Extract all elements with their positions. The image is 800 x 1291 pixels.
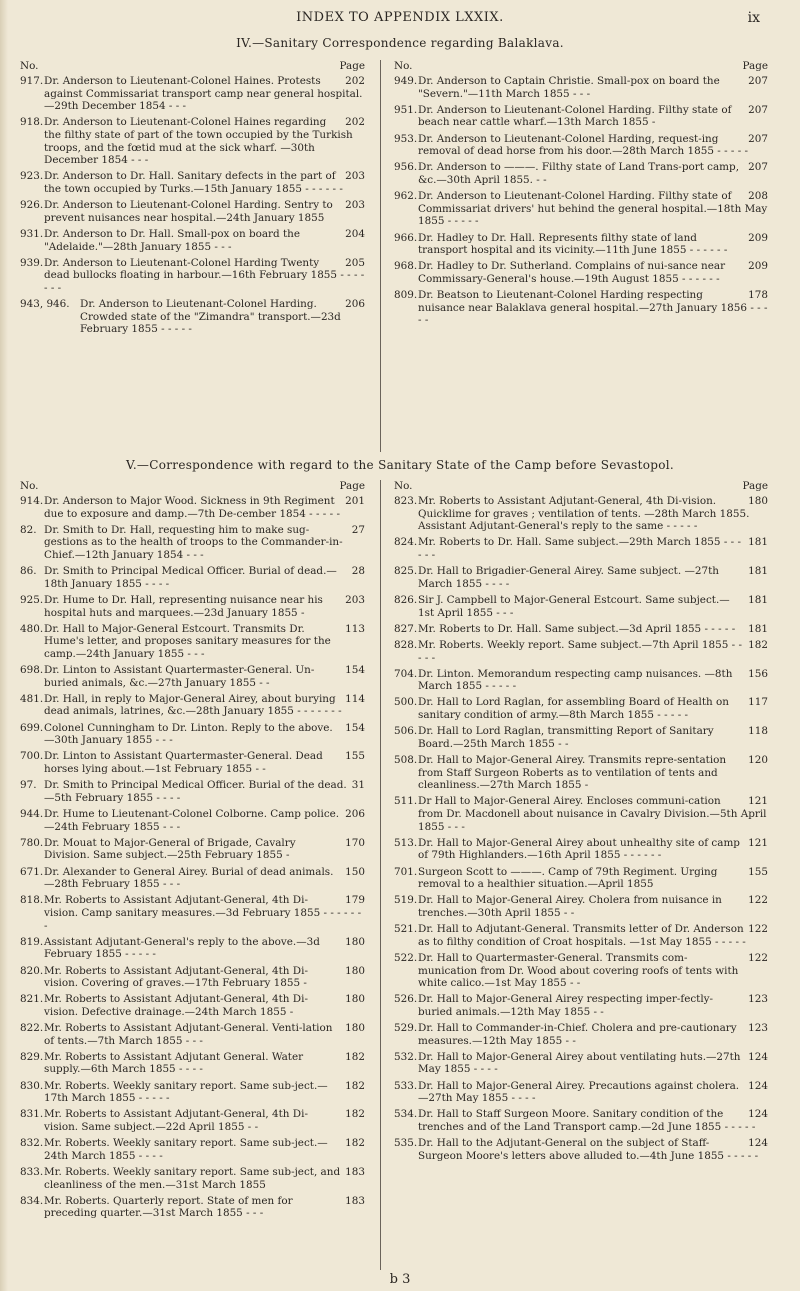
index-entry — [394, 696, 768, 721]
entry-page: 181 — [748, 536, 768, 549]
entry-text: Sir J. Campbell to Major-General Estcourt. Same subject.—1st April 1855 - - - — [418, 593, 730, 619]
entry-text: Assistant Adjutant-General's reply to the above.—3d February 1855 - - - - - — [44, 935, 320, 961]
entry-number: 82. — [20, 523, 37, 536]
entry-number: 953. — [394, 132, 418, 145]
entry-number: 956. — [394, 161, 418, 174]
entry-text: Dr. Anderson to Dr. Hall. Small-pox on board the "Adelaide."—28th January 1855 - - - — [44, 227, 300, 253]
entry-page: 204 — [345, 227, 365, 240]
entry-number: 832. — [20, 1137, 44, 1150]
index-entry — [394, 795, 768, 833]
entry-text: Dr. Anderson to Captain Christie. Small-pox on board the "Severn."—11th March 1855 - - - — [418, 75, 720, 100]
entry-text: Mr. Roberts. Weekly sanitary report. Same sub-ject, and cleanliness of the men.—31st March 1855 — [44, 1165, 341, 1191]
entry-number: 923. — [20, 170, 44, 183]
entry-text: Dr. Anderson to ———. Filthy state of Land Trans-port camp, &c.—30th April 1855. - - — [418, 161, 739, 186]
entry-text: Dr. Beatson to Lieutenant-Colonel Harding respecting nuisance near Balaklava general hospital.—27th January 1856 - - - - - — [418, 289, 768, 327]
entry-page: 123 — [748, 993, 768, 1006]
index-entry — [20, 257, 365, 295]
entry-number: 532. — [394, 1050, 418, 1063]
index-entry — [394, 725, 768, 750]
entry-text: Dr. Hadley to Dr. Hall. Represents filthy state of land transport hospital and its vicinity.—11th June 1855 - - - - - - — [418, 231, 728, 257]
entry-text: Dr. Anderson to Dr. Hall. Sanitary defects in the part of the town occupied by Turks.—15th January 1855 - - - - - - — [44, 170, 343, 195]
page-label: Page — [742, 480, 768, 492]
entry-page: 180 — [345, 935, 365, 948]
entry-page: 202 — [345, 75, 365, 87]
entry-number: 834. — [20, 1194, 44, 1207]
index-entry — [394, 1080, 768, 1105]
entry-text: Dr. Hall to Major-General Airey. Cholera from nuisance in trenches.—30th April 1855 - - — [418, 894, 722, 919]
entry-number: 821. — [20, 993, 44, 1006]
entry-page: 205 — [345, 256, 365, 269]
entry-number: 951. — [394, 103, 418, 116]
index-entry — [20, 495, 365, 520]
entry-page: 113 — [345, 622, 365, 635]
column-divider — [380, 60, 381, 452]
index-entry — [394, 923, 768, 948]
index-entry — [20, 779, 365, 804]
entry-text: Mr. Roberts. Weekly report. Same subject.—7th April 1855 - - - - - — [418, 638, 743, 664]
entry-number: 97. — [20, 779, 37, 792]
entry-number: 500. — [394, 696, 418, 709]
entry-page: 122 — [748, 923, 768, 936]
entry-page: 183 — [345, 1165, 365, 1178]
page-label: Page — [339, 480, 365, 492]
index-entry — [394, 161, 768, 186]
entry-text: Dr. Hall to Major-General Airey. Precautions against cholera.—27th May 1855 - - - - — [418, 1079, 740, 1105]
entry-text: Dr. Anderson to Lieutenant-Colonel Harding. Crowded state of the "Zimandra" transport.—23d February 1855 - - - - - — [80, 298, 341, 336]
entry-number: 818. — [20, 894, 44, 907]
entry-page: 208 — [748, 190, 768, 203]
entry-page: 207 — [748, 161, 768, 174]
entry-number: 830. — [20, 1079, 44, 1092]
entry-page: 207 — [748, 75, 768, 87]
entry-number: 914. — [20, 495, 44, 507]
entry-text: Mr. Roberts to Dr. Hall. Same subject.—3d April 1855 - - - - - — [418, 622, 736, 635]
index-entry — [394, 993, 768, 1018]
index-entry — [394, 894, 768, 919]
index-entry — [394, 866, 768, 891]
entry-text: Dr. Hadley to Dr. Sutherland. Complains of nui-sance near Commissary-General's house.—19th August 1855 - - - - - - — [418, 260, 726, 285]
index-entry — [20, 1195, 365, 1220]
entry-text: Mr. Roberts to Assistant Adjutant-General, 4th Di-vision. Camp sanitary measures.—3d February 1855 - - - - - - - — [44, 894, 362, 932]
index-entry — [394, 594, 768, 619]
entry-page: 201 — [345, 495, 365, 507]
entry-text: Dr. Anderson to Lieutenant-Colonel Harding. Sentry to prevent nuisances near hospital.—24th January 1855 — [44, 199, 333, 224]
entry-text: Mr. Roberts. Weekly sanitary report. Same sub-ject.—24th March 1855 - - - - — [44, 1137, 328, 1162]
index-entry — [20, 623, 365, 661]
index-entry — [20, 693, 365, 718]
entry-text: Dr. Hall to Adjutant-General. Transmits letter of Dr. Anderson as to filthy condition of Croat hospitals. —1st May 1855 - - - - - — [418, 923, 746, 948]
entry-text: Dr. Hall to Lord Raglan, transmitting Report of Sanitary Board.—25th March 1855 - - — [418, 725, 714, 750]
index-entry — [394, 289, 768, 327]
entry-number: 824. — [394, 536, 418, 549]
section-v-left-column — [20, 480, 365, 1224]
no-label: No. — [20, 480, 39, 492]
entry-page: 181 — [748, 593, 768, 606]
entry-text: Dr. Anderson to Major Wood. Sickness in 9th Regiment due to exposure and damp.—7th De-cember 1854 - - - - - — [44, 495, 340, 520]
entry-page: 209 — [748, 260, 768, 273]
entry-number: 966. — [394, 231, 418, 244]
entry-text: Dr. Hall to Commander-in-Chief. Cholera and pre-cautionary measures.—12th May 1855 - - — [418, 1022, 737, 1047]
entry-number: 939. — [20, 256, 44, 269]
page-edge-left — [0, 0, 8, 1291]
section-iv-left-column — [20, 60, 365, 339]
column-header — [394, 60, 768, 74]
index-entry — [20, 116, 365, 166]
entry-page: 206 — [345, 298, 365, 311]
page-signature: b 3 — [389, 1272, 411, 1287]
entry-text: Dr. Hall to Quartermaster-General. Transmits com-munication from Dr. Wood about covering roofs of tents with white calico.—1st May 1855 - - — [418, 951, 739, 990]
entry-text: Dr. Hall to Major-General Airey. Transmits repre-sentation from Staff Surgeon Roberts as to ventilation of tents and cleanliness.—27th March 1855 - — [418, 754, 727, 792]
entry-page: 27 — [351, 523, 365, 536]
entry-number: 828. — [394, 638, 418, 651]
entry-text: Mr. Roberts. Quarterly report. State of men for preceding quarter.—31st March 1855 - - - — [44, 1194, 293, 1220]
index-entry — [20, 965, 365, 990]
index-entry — [394, 565, 768, 590]
index-entry — [20, 170, 365, 195]
entry-page: 155 — [345, 750, 365, 763]
entry-number: 671. — [20, 865, 44, 878]
entry-text: Dr. Hume to Dr. Hall, representing nuisance near his hospital huts and marquees.—23d January 1855 - — [44, 593, 323, 619]
entry-page: 124 — [748, 1108, 768, 1121]
entry-number: 511. — [394, 795, 418, 808]
index-entry — [394, 495, 768, 533]
entry-number: 829. — [20, 1050, 44, 1063]
entry-text: Dr. Anderson to Lieutenant-Colonel Harding Twenty dead bullocks floating in harbour.—16th February 1855 - - - - - - - — [44, 256, 365, 294]
entry-text: Dr. Anderson to Lieutenant-Colonel Harding. Filthy state of beach near cattle wharf.—13th March 1855 - — [418, 103, 732, 129]
entry-text: Dr. Linton to Assistant Quartermaster-General. Un-buried animals, &c.—27th January 1855 - - — [44, 664, 315, 689]
entry-number: 522. — [394, 951, 418, 964]
index-entry — [394, 952, 768, 990]
entry-text: Dr. Hall, in reply to Major-General Airey, about burying dead animals, latrines, &c.—28th January 1855 - - - - - - - — [44, 692, 342, 718]
entry-page: 203 — [345, 170, 365, 183]
entry-text: Dr. Alexander to General Airey. Burial of dead animals.—28th February 1855 - - - — [44, 865, 334, 891]
entry-number: 918. — [20, 116, 44, 129]
section-v-right-column — [394, 480, 768, 1166]
entry-page: 182 — [345, 1079, 365, 1092]
entry-number: 827. — [394, 622, 418, 635]
entry-number: 944. — [20, 808, 44, 820]
index-entry — [394, 1051, 768, 1076]
entry-page: 154 — [345, 721, 365, 734]
column-header — [394, 480, 768, 494]
index-entry — [394, 232, 768, 257]
entry-number: 962. — [394, 190, 418, 203]
entry-page: 207 — [748, 103, 768, 116]
entry-text: Dr. Hall to Brigadier-General Airey. Same subject. —27th March 1855 - - - - — [418, 565, 719, 590]
entry-page: 182 — [345, 1108, 365, 1121]
entry-page: 31 — [351, 779, 365, 792]
entry-number: 529. — [394, 1022, 418, 1035]
entry-page: 179 — [345, 894, 365, 907]
index-entry — [394, 260, 768, 285]
entry-page: 124 — [748, 1079, 768, 1092]
entry-page: 170 — [345, 836, 365, 849]
entry-page: 118 — [748, 725, 768, 738]
page-label: Page — [742, 60, 768, 72]
entry-page: 181 — [748, 565, 768, 578]
index-entry — [20, 1108, 365, 1133]
index-entry — [394, 104, 768, 129]
index-entry — [394, 639, 768, 664]
entry-number: 820. — [20, 964, 44, 977]
entry-text: Dr. Linton to Assistant Quartermaster-General. Dead horses lying about.—1st February 1855 - - — [44, 750, 323, 776]
entry-number: 968. — [394, 260, 418, 273]
entry-page: 123 — [748, 1022, 768, 1035]
entry-page: 154 — [345, 664, 365, 677]
entry-number: 917. — [20, 75, 44, 87]
index-entry — [20, 524, 365, 562]
entry-number: 701. — [394, 865, 418, 878]
entry-number: 826. — [394, 593, 418, 606]
entry-number: 831. — [20, 1108, 44, 1121]
entry-text: Dr. Hall to Major-General Airey about ventilating huts.—27th May 1855 - - - - — [418, 1050, 741, 1076]
entry-text: Dr. Hume to Lieutenant-Colonel Colborne. Camp police.—24th February 1855 - - - — [44, 808, 340, 833]
entry-number: 699. — [20, 721, 44, 734]
entry-number: 780. — [20, 836, 44, 849]
entry-text: Surgeon Scott to ———. Camp of 79th Regiment. Urging removal to a healthier situation.—April 1855 — [418, 865, 718, 891]
page-label: Page — [339, 60, 365, 72]
entry-text: Mr. Roberts to Assistant Adjutant-General. Venti-lation of tents.—7th March 1855 - - - — [44, 1022, 333, 1047]
index-entry — [20, 199, 365, 224]
index-entry — [20, 664, 365, 689]
section-v-heading: V.—Correspondence with regard to the Sanitary State of the Camp before Sevastopol. — [125, 458, 675, 472]
entry-page: 209 — [748, 231, 768, 244]
entry-page: 203 — [345, 593, 365, 606]
entry-page: 122 — [748, 951, 768, 964]
entry-number: 508. — [394, 754, 418, 767]
entry-page: 180 — [345, 993, 365, 1006]
entry-number: 534. — [394, 1108, 418, 1121]
index-entry — [394, 837, 768, 862]
index-entry — [20, 1166, 365, 1191]
entry-text: Mr. Roberts to Assistant Adjutant General. Water supply.—6th March 1855 - - - - — [44, 1050, 304, 1076]
entry-number: 535. — [394, 1137, 418, 1150]
entry-page: 120 — [748, 754, 768, 767]
entry-number: 526. — [394, 993, 418, 1006]
no-label: No. — [20, 60, 39, 72]
entry-page: 121 — [748, 795, 768, 808]
entry-page: 155 — [748, 865, 768, 878]
index-entry — [20, 1051, 365, 1076]
page-number: ix — [747, 10, 760, 26]
entry-page: 178 — [748, 289, 768, 302]
entry-page: 207 — [748, 132, 768, 145]
entry-number: 825. — [394, 565, 418, 578]
entry-page: 122 — [748, 894, 768, 907]
no-label: No. — [394, 60, 413, 72]
entry-text: Mr. Roberts. Weekly sanitary report. Same sub-ject.—17th March 1855 - - - - - — [44, 1079, 328, 1105]
entry-text: Dr. Anderson to Lieutenant-Colonel Harding, request-ing removal of dead horse from his door.—28th March 1855 - - - - - — [418, 132, 749, 158]
index-entry — [20, 594, 365, 619]
index-entry — [20, 993, 365, 1018]
entry-text: Mr. Roberts to Assistant Adjutant-General, 4th Di-vision. Quicklime for graves ; ventilation of tents. —28th March 1855. Assistant Adjutant-General's reply to the same - - - - - — [418, 495, 750, 533]
entry-text: Mr. Roberts to Assistant Adjutant-General, 4th Di-vision. Covering of graves.—17th February 1855 - — [44, 964, 308, 990]
index-entry — [20, 565, 365, 590]
entry-page: 180 — [748, 495, 768, 507]
section-iv-right-column — [394, 60, 768, 330]
entry-text: Dr. Linton. Memorandum respecting camp nuisances. —8th March 1855 - - - - - — [418, 667, 733, 693]
entry-page: 156 — [748, 667, 768, 680]
entry-number: 833. — [20, 1165, 44, 1178]
entry-text: Dr. Hall to the Adjutant-General on the subject of Staff-Surgeon Moore's letters above alluded to.—4th June 1855 - - - - - — [418, 1137, 759, 1162]
index-entry — [20, 936, 365, 961]
entry-number: 926. — [20, 199, 44, 212]
entry-number: 809. — [394, 289, 418, 302]
index-entry — [20, 1022, 365, 1047]
entry-page: 182 — [345, 1137, 365, 1150]
column-divider — [380, 480, 381, 1270]
entry-number: 822. — [20, 1022, 44, 1035]
entry-page: 182 — [345, 1050, 365, 1063]
entry-page: 150 — [345, 865, 365, 878]
section-iv-heading: IV.—Sanitary Correspondence regarding Balaklava. — [236, 36, 564, 50]
entry-page: 203 — [345, 199, 365, 212]
column-header — [20, 60, 365, 74]
entry-number: 480. — [20, 622, 44, 635]
entry-number: 698. — [20, 664, 44, 677]
index-entry — [20, 298, 365, 336]
entry-page: 114 — [345, 692, 365, 705]
entry-number: 823. — [394, 495, 418, 507]
entry-page: 183 — [345, 1194, 365, 1207]
entry-number: 931. — [20, 227, 44, 240]
entry-text: Dr. Hall to Major-General Airey respecting imper-fectly-buried animals.—12th May 1855 - - — [418, 993, 714, 1018]
entry-text: Dr Hall to Major-General Airey. Encloses communi-cation from Dr. Macdonell about nuisance in Cavalry Division.—5th April 1855 - - - — [418, 795, 767, 833]
entry-number: 533. — [394, 1079, 418, 1092]
entry-number: 949. — [394, 75, 418, 87]
entry-text: Dr. Anderson to Lieutenant-Colonel Haines. Protests against Commissariat transport camp near general hospital.—29th December 1854 - - - — [44, 75, 363, 113]
entry-text: Dr. Anderson to Lieutenant-Colonel Harding. Filthy state of Commissariat drivers' hut behind the general hospital.—18th May 1855 - - - - - — [418, 190, 768, 228]
entry-text: Mr. Roberts to Assistant Adjutant-General, 4th Di-vision. Same subject.—22d April 1855 - - — [44, 1108, 308, 1133]
entry-page: 124 — [748, 1050, 768, 1063]
entry-number: 481. — [20, 692, 44, 705]
entry-number: 943, 946. — [20, 298, 70, 311]
entry-text: Dr. Hall to Lord Raglan, for assembling Board of Health on sanitary condition of army.—8th March 1855 - - - - - — [418, 696, 729, 722]
entry-text: Mr. Roberts to Assistant Adjutant-General, 4th Di-vision. Defective drainage.—24th March 1855 - — [44, 993, 308, 1018]
entry-page: 182 — [748, 638, 768, 651]
entry-text: Dr. Hall to Major-General Airey about unhealthy site of camp of 79th Highlanders.—16th April 1855 - - - - - - — [418, 836, 740, 862]
entry-page: 117 — [748, 696, 768, 709]
index-entry — [20, 722, 365, 747]
index-entry — [394, 1137, 768, 1162]
entry-number: 925. — [20, 593, 44, 606]
index-entry — [394, 754, 768, 792]
entry-page: 180 — [345, 1022, 365, 1035]
index-entry — [20, 750, 365, 775]
index-entry — [394, 75, 768, 100]
entry-text: Dr. Smith to Dr. Hall, requesting him to make sug-gestions as to the health of troops to the Commander-in-Chief.—12th January 1854 - - - — [44, 523, 343, 561]
entry-text: Mr. Roberts to Dr. Hall. Same subject.—29th March 1855 - - - - - - — [418, 536, 741, 561]
index-entry — [394, 668, 768, 693]
index-entry — [20, 1080, 365, 1105]
entry-page: 121 — [748, 836, 768, 849]
index-entry — [20, 837, 365, 862]
page-header-title: INDEX TO APPENDIX LXXIX. — [296, 10, 504, 25]
entry-text: Dr. Hall to Staff Surgeon Moore. Sanitary condition of the trenches and of the Land Transport camp.—2d June 1855 - - - - - — [418, 1108, 756, 1133]
column-header — [20, 480, 365, 494]
index-entry — [394, 190, 768, 228]
entry-number: 506. — [394, 725, 418, 738]
entry-number: 819. — [20, 935, 44, 948]
index-entry — [20, 1137, 365, 1162]
entry-number: 513. — [394, 836, 418, 849]
index-entry — [20, 894, 365, 932]
entry-number: 521. — [394, 923, 418, 936]
index-entry — [394, 623, 768, 636]
index-entry — [394, 536, 768, 561]
entry-page: 206 — [345, 808, 365, 820]
index-entry — [20, 75, 365, 113]
entry-page: 202 — [345, 116, 365, 129]
entry-page: 28 — [351, 565, 365, 578]
index-entry — [394, 133, 768, 158]
index-entry — [20, 866, 365, 891]
entry-number: 86. — [20, 565, 37, 578]
entry-text: Dr. Mouat to Major-General of Brigade, Cavalry Division. Same subject.—25th February 1855 - — [44, 836, 296, 862]
index-entry — [20, 808, 365, 833]
entry-number: 519. — [394, 894, 418, 907]
entry-page: 181 — [748, 622, 768, 635]
entry-number: 704. — [394, 667, 418, 680]
index-entry — [394, 1022, 768, 1047]
entry-text: Dr. Hall to Major-General Estcourt. Transmits Dr. Hume's letter, and proposes sanitary measures for the camp.—24th January 1855 - - - — [44, 622, 331, 660]
entry-page: 180 — [345, 964, 365, 977]
entry-text: Dr. Smith to Principal Medical Officer. Burial of dead.—18th January 1855 - - - - — [44, 565, 337, 590]
entry-number: 700. — [20, 750, 44, 763]
index-entry — [394, 1108, 768, 1133]
entry-text: Dr. Smith to Principal Medical Officer. Burial of the dead.—5th February 1855 - - - - — [44, 779, 347, 804]
index-entry — [20, 228, 365, 253]
no-label: No. — [394, 480, 413, 492]
entry-page: 124 — [748, 1137, 768, 1150]
entry-text: Dr. Anderson to Lieutenant-Colonel Haines regarding the filthy state of part of the town occupied by the Turkish troops, and the fœtid mud at the sick wharf. —30th December 1854 - - - — [44, 116, 353, 167]
entry-text: Colonel Cunningham to Dr. Linton. Reply to the above.—30th January 1855 - - - — [44, 721, 333, 747]
